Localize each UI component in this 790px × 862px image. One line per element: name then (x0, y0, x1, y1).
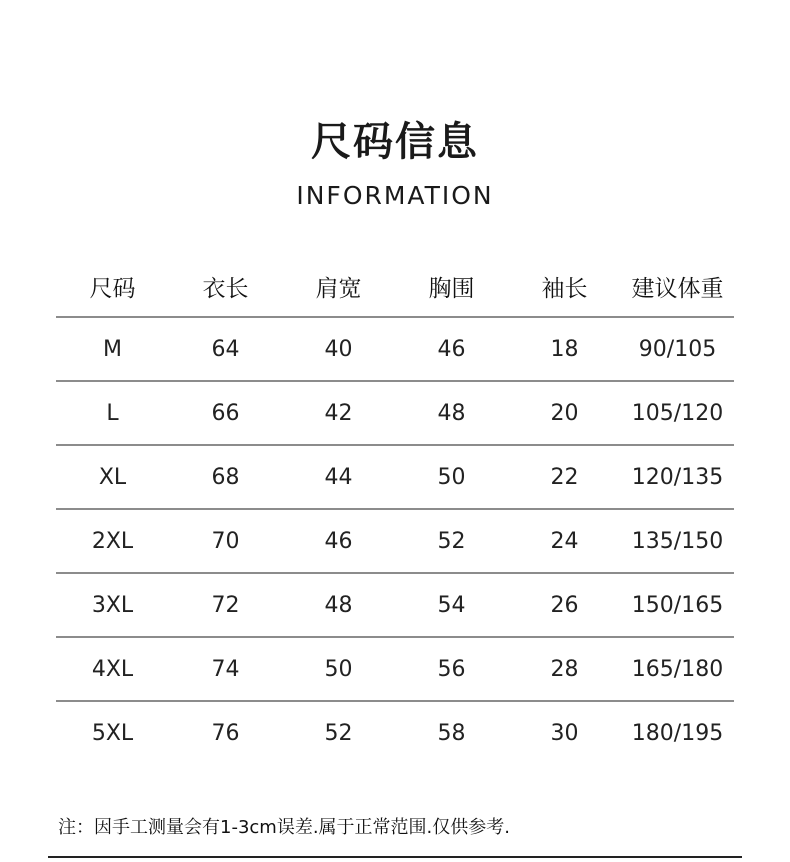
measurement-note: 注：因手工测量会有1-3cm误差.属于正常范围.仅供参考. (58, 817, 510, 838)
cell-length: 74 (211, 656, 240, 682)
cell-weight: 105/120 (631, 400, 724, 426)
cell-chest: 52 (437, 528, 466, 554)
cell-chest: 48 (437, 400, 466, 426)
cell-sleeve: 20 (550, 400, 579, 426)
cell-size: 5XL (91, 720, 134, 746)
table-row (56, 444, 734, 508)
cell-chest: 58 (437, 720, 466, 746)
cell-sleeve: 28 (550, 656, 579, 682)
cell-size: 4XL (91, 656, 134, 682)
cell-sleeve: 18 (550, 336, 579, 362)
cell-weight: 135/150 (631, 528, 724, 554)
cell-length: 64 (211, 336, 240, 362)
header-sleeve: 袖长 (541, 275, 588, 302)
cell-weight: 150/165 (631, 592, 724, 618)
cell-shoulder: 40 (324, 336, 353, 362)
cell-shoulder: 46 (324, 528, 353, 554)
cell-weight: 180/195 (631, 720, 724, 746)
cell-shoulder: 52 (324, 720, 353, 746)
cell-sleeve: 26 (550, 592, 579, 618)
cell-weight: 120/135 (631, 464, 724, 490)
cell-weight: 165/180 (631, 656, 724, 682)
table-row (56, 380, 734, 444)
table-header-row (56, 256, 734, 316)
header-weight: 建议体重 (631, 275, 724, 302)
cell-length: 66 (211, 400, 240, 426)
bottom-divider (48, 856, 742, 858)
cell-chest: 54 (437, 592, 466, 618)
cell-sleeve: 24 (550, 528, 579, 554)
header-shoulder: 肩宽 (315, 275, 362, 302)
cell-sleeve: 22 (550, 464, 579, 490)
cell-size: M (103, 336, 122, 362)
cell-size: XL (98, 464, 127, 490)
cell-weight: 90/105 (638, 336, 717, 362)
page-subtitle: INFORMATION (296, 181, 494, 210)
cell-length: 68 (211, 464, 240, 490)
cell-size: L (106, 400, 119, 426)
cell-chest: 50 (437, 464, 466, 490)
cell-sleeve: 30 (550, 720, 579, 746)
cell-length: 76 (211, 720, 240, 746)
cell-shoulder: 48 (324, 592, 353, 618)
cell-shoulder: 42 (324, 400, 353, 426)
cell-chest: 46 (437, 336, 466, 362)
table-row (56, 700, 734, 764)
size-table (56, 256, 734, 764)
cell-size: 3XL (91, 592, 134, 618)
cell-shoulder: 50 (324, 656, 353, 682)
header-chest: 胸围 (428, 275, 475, 302)
cell-length: 72 (211, 592, 240, 618)
header-length: 衣长 (202, 275, 249, 302)
cell-chest: 56 (437, 656, 466, 682)
table-row (56, 636, 734, 700)
cell-length: 70 (211, 528, 240, 554)
table-row (56, 316, 734, 380)
cell-shoulder: 44 (324, 464, 353, 490)
page-title: 尺码信息 (311, 119, 479, 165)
header-size: 尺码 (89, 275, 136, 302)
table-row (56, 572, 734, 636)
cell-size: 2XL (91, 528, 134, 554)
table-row (56, 508, 734, 572)
